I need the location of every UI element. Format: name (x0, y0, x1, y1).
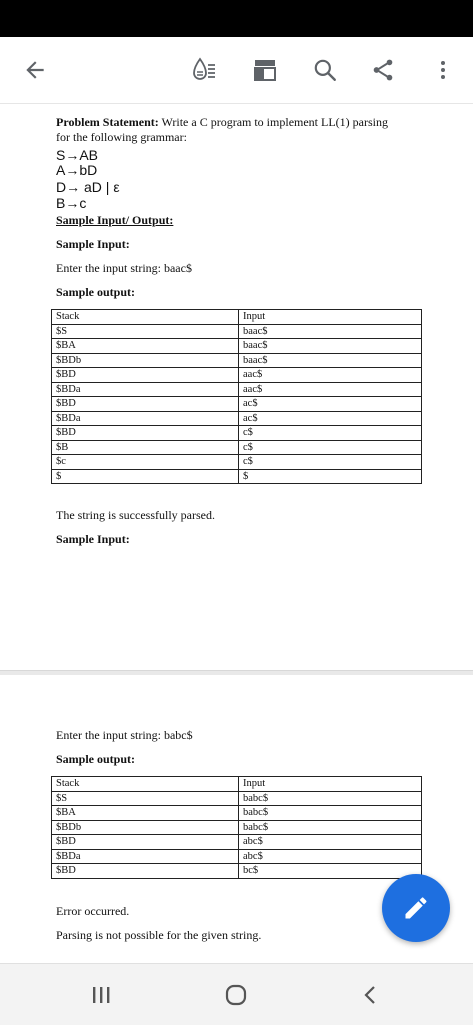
header-stack: Stack (52, 777, 239, 792)
table-row (52, 440, 422, 455)
stack-cell: $BDb (52, 820, 239, 835)
sample-output-label: Sample output: (56, 285, 136, 299)
input-cell: baac$ (239, 353, 422, 368)
stack-cell: $BD (52, 835, 239, 850)
sample-input-label-2: Sample Input: (56, 532, 130, 546)
page-view-button[interactable] (250, 55, 280, 85)
problem-text-line2: for the following grammar: (56, 130, 187, 144)
input-cell: c$ (239, 440, 422, 455)
back-button[interactable] (20, 55, 50, 85)
stack-cell: $BD (52, 426, 239, 441)
home-icon (224, 984, 248, 1006)
input-cell: ac$ (239, 397, 422, 412)
input-cell: aac$ (239, 368, 422, 383)
recent-apps-button[interactable] (86, 982, 116, 1008)
home-button[interactable] (221, 982, 251, 1008)
table-row (52, 411, 422, 426)
grammar-rule: S→AB (56, 147, 99, 163)
reading-mode-icon (189, 55, 219, 85)
stack-cell: $S (52, 791, 239, 806)
stack-cell: $BD (52, 397, 239, 412)
sample-io-heading: Sample Input/ Output: (56, 213, 174, 227)
more-options-button[interactable] (428, 55, 458, 85)
table-row (52, 368, 422, 383)
problem-statement (56, 115, 388, 130)
stack-cell: $c (52, 455, 239, 470)
table-row (52, 324, 422, 339)
input-prompt: Enter the input string: baac$ (56, 261, 192, 275)
reading-mode-button[interactable] (189, 55, 219, 85)
input-cell: aac$ (239, 382, 422, 397)
stack-cell: $S (52, 324, 239, 339)
chevron-left-icon (360, 984, 380, 1006)
error-text: Error occurred. (56, 904, 130, 918)
table-row (52, 382, 422, 397)
error-detail: Parsing is not possible for the given string. (56, 928, 262, 942)
stack-cell: $B (52, 440, 239, 455)
table-row (52, 835, 422, 850)
problem-label: Problem Statement: (56, 115, 159, 129)
input-cell: ac$ (239, 411, 422, 426)
input-cell: abc$ (239, 849, 422, 864)
sample-input-label: Sample Input: (56, 237, 130, 251)
table-row (52, 469, 422, 484)
arrow-left-icon (22, 57, 48, 83)
input-cell: babc$ (239, 791, 422, 806)
stack-cell: $BD (52, 368, 239, 383)
search-icon (312, 57, 338, 83)
input-cell: bc$ (239, 864, 422, 879)
stack-cell: $BD (52, 864, 239, 879)
input-cell: c$ (239, 455, 422, 470)
input-cell: abc$ (239, 835, 422, 850)
parse-trace-table (51, 309, 422, 484)
table-row (52, 397, 422, 412)
table-row (52, 426, 422, 441)
header-stack: Stack (52, 310, 239, 325)
input-cell: $ (239, 469, 422, 484)
stack-cell: $BDa (52, 411, 239, 426)
stack-cell: $BA (52, 806, 239, 821)
table-header-row (52, 310, 422, 325)
header-input: Input (239, 777, 422, 792)
back-nav-button[interactable] (355, 982, 385, 1008)
stack-cell: $BDa (52, 849, 239, 864)
more-vert-icon (431, 58, 455, 82)
share-button[interactable] (368, 55, 398, 85)
grammar-rule: D→ aD | ε (56, 179, 120, 195)
input-cell: babc$ (239, 806, 422, 821)
table-row (52, 353, 422, 368)
table-row (52, 806, 422, 821)
grammar-rule: A→bD (56, 162, 98, 178)
table-row (52, 849, 422, 864)
input-cell: baac$ (239, 339, 422, 354)
stack-cell: $BDa (52, 382, 239, 397)
stack-cell: $BA (52, 339, 239, 354)
table-header-row (52, 777, 422, 792)
system-nav-bar (0, 963, 473, 1025)
header-input: Input (239, 310, 422, 325)
input-prompt-2: Enter the input string: babc$ (56, 728, 193, 742)
edit-fab-button[interactable] (382, 874, 450, 942)
problem-text: Write a C program to implement LL(1) parsing (158, 115, 388, 129)
table-row (52, 455, 422, 470)
parse-trace-table-2 (51, 776, 422, 879)
result-text: The string is successfully parsed. (56, 508, 215, 522)
page-view-icon (252, 57, 278, 83)
input-cell: baac$ (239, 324, 422, 339)
document-page-1 (0, 104, 473, 670)
top-toolbar (0, 37, 473, 104)
recent-apps-icon (90, 985, 112, 1005)
stack-cell: $BDb (52, 353, 239, 368)
table-row (52, 864, 422, 879)
table-row (52, 791, 422, 806)
grammar-rule: B→c (56, 195, 87, 211)
pencil-icon (402, 894, 430, 922)
sample-output-label-2: Sample output: (56, 752, 136, 766)
share-icon (370, 57, 396, 83)
stack-cell: $ (52, 469, 239, 484)
search-button[interactable] (310, 55, 340, 85)
status-bar (0, 0, 473, 37)
input-cell: c$ (239, 426, 422, 441)
table-row (52, 820, 422, 835)
input-cell: babc$ (239, 820, 422, 835)
table-row (52, 339, 422, 354)
